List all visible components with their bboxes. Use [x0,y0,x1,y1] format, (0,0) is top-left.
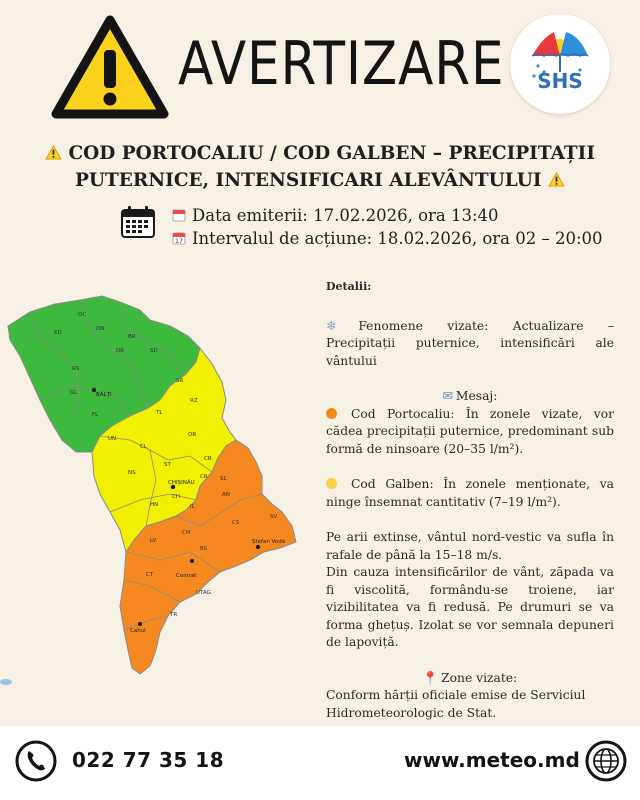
svg-text:TL: TL [156,410,163,416]
svg-text:ED: ED [54,330,62,336]
svg-text:CT: CT [146,572,154,578]
emission-date-row [172,204,603,227]
svg-text:SHS: SHS [537,69,583,93]
svg-text:FL: FL [92,412,99,418]
envelope-icon: ✉ [442,389,453,403]
calendar-icon [120,205,156,239]
svg-text:SV: SV [270,514,278,520]
svg-text:CH: CH [172,494,180,500]
orange-code-text: Cod Portocaliu: În zonele vizate, vor cădea precipitații puternice, predominant sub formă de ninsoare (20–35 l/m²). [326,406,614,456]
headline-line-1: COD PORTOCALIU / COD GALBEN – PRECIPITAȚII [68,143,595,164]
svg-text:SL: SL [220,476,227,482]
globe-icon[interactable] [584,739,628,783]
zones-label: Zone vizate: [441,670,518,685]
yellow-code-text: Cod Galben: În zonele menționate, va ninge însemnat cantitativ (7–19 l/m²). [326,477,614,509]
warning-icon [45,145,62,160]
svg-text:OC: OC [78,312,87,318]
warning-headline [20,140,620,194]
svg-text:IL: IL [190,504,195,510]
action-interval: Intervalul de acțiune: 18.02.2026, ora 02 – 20:00 [192,229,603,248]
svg-text:LV: LV [150,538,157,544]
svg-text:UN: UN [108,436,117,442]
svg-text:AN: AN [222,492,230,498]
svg-text:DN: DN [96,326,105,332]
emission-date: Data emiterii: 17.02.2026, ora 13:40 [192,206,499,225]
yellow-dot-icon [326,478,337,489]
orange-dot-icon [326,408,337,419]
header [0,0,640,130]
details-heading: Detalii: [326,280,372,293]
svg-text:OR: OR [188,432,197,438]
phone-icon[interactable] [14,739,58,783]
calendar-small-icon [172,231,186,245]
pin-icon: 📍 [422,670,439,685]
svg-text:Comrat: Comrat [176,573,197,579]
svg-text:17: 17 [175,238,183,245]
moldova-warning-map [0,290,310,690]
svg-text:HN: HN [150,502,159,508]
page-title: AVERTIZARE [178,29,505,99]
blizzard-text: Din cauza intensificărilor de vânt, zăpada va fi viscolită, formându-se troiene, iar vizibilitatea va fi redusă. Pe drumuri se va forma ghețuș. Izolat se vor semnala depuneri de lapoviță. [326,565,614,649]
svg-text:CHIȘINĂU: CHIȘINĂU [168,480,195,486]
svg-text:BR: BR [128,334,136,340]
message-label-row [326,388,614,406]
warning-triangle-icon [50,14,170,120]
svg-text:BS: BS [200,546,208,552]
details-panel [326,278,614,722]
phone-number[interactable]: 022 77 35 18 [72,748,225,772]
interval-row [172,227,603,250]
svg-text:CR: CR [200,474,208,480]
headline-line-2: PUTERNICE, INTENSIFICARI ALEVÂNTULUI [74,170,542,191]
svg-text:CS: CS [232,520,240,526]
dates-block [172,204,603,250]
warning-icon [548,172,565,187]
svg-text:RS: RS [72,366,80,372]
footer [0,726,640,800]
svg-text:CL: CL [140,444,147,450]
website-link[interactable]: www.meteo.md [404,748,580,772]
svg-text:UTAG: UTAG [196,590,211,596]
svg-text:NS: NS [128,470,136,476]
shs-logo [510,14,610,114]
zones-label-row [326,670,614,688]
svg-text:CM: CM [182,530,191,536]
svg-text:TR: TR [170,612,178,618]
phenomena-paragraph [326,318,614,371]
svg-text:Cahul: Cahul [130,628,146,634]
zones-text: Conform hărții oficiale emise de Serviciul Hidrometeorologic de Stat. [326,688,586,720]
yellow-code-paragraph [326,476,614,511]
svg-text:ST: ST [164,462,171,468]
svg-text:RZ: RZ [190,398,198,404]
svg-text:GL: GL [70,390,78,396]
svg-text:SR: SR [176,378,184,384]
svg-text:DR: DR [116,348,125,354]
svg-text:SD: SD [150,348,158,354]
phenomena-text: Fenomene vizate: Actualizare – Precipitații puternice, intensificări ale vântului [326,318,614,368]
svg-text:BĂLȚI: BĂLȚI [96,392,112,398]
orange-code-paragraph [326,406,614,459]
snowflake-icon: ❄ [326,318,337,333]
wind-text: Pe arii extinse, vântul nord-vestic va sufla în rafale de până la 15–18 m/s. [326,530,614,562]
message-label: Mesaj: [455,389,498,403]
svg-text:CR: CR [204,456,212,462]
svg-text:Ștefan Vodă: Ștefan Vodă [252,539,286,545]
calendar-small-icon [172,208,186,222]
